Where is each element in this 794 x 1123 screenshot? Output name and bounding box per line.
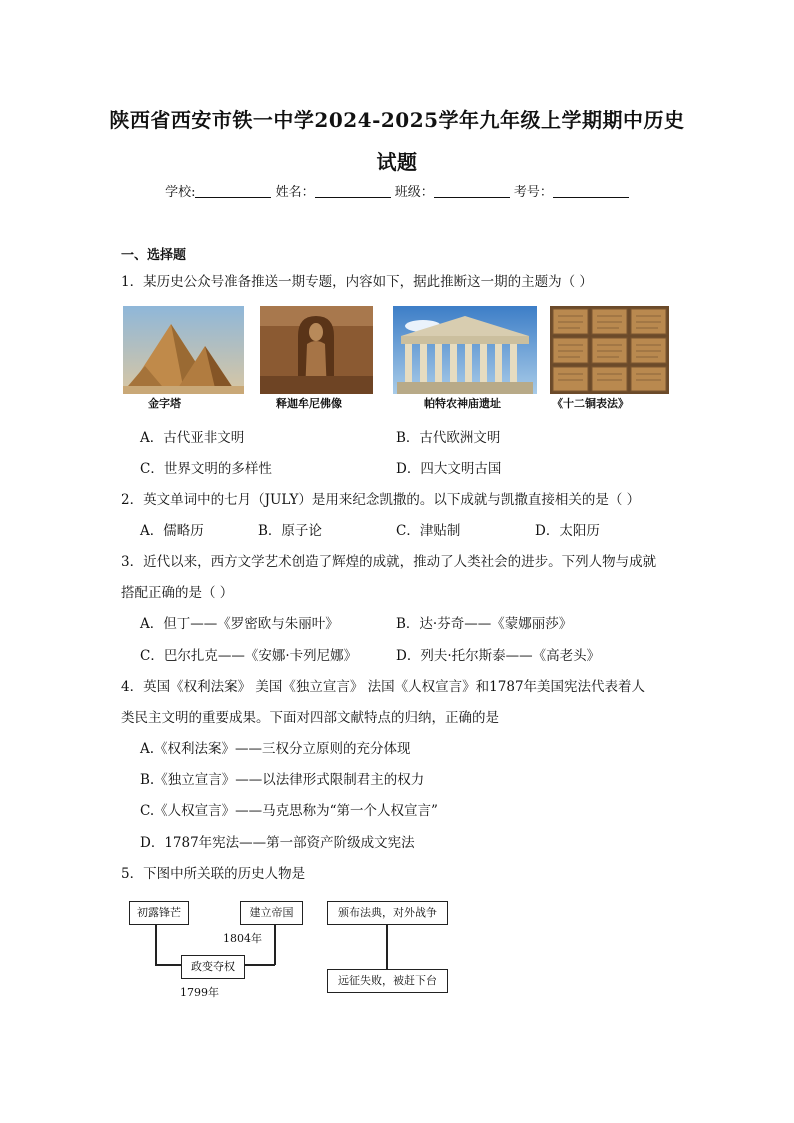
- connector-right-vertical: [274, 925, 276, 965]
- q1-option-a: A．古代亚非文明: [140, 430, 245, 446]
- q3-option-a: A．但丁——《罗密欧与朱丽叶》: [140, 616, 339, 632]
- q1-option-d: D．四大文明古国: [396, 461, 502, 477]
- name-blank: [315, 183, 391, 198]
- box-code-and-war: 颁布法典，对外战争: [327, 901, 448, 925]
- caption-parthenon: 帕特农神庙遗址: [424, 397, 501, 410]
- name-label: 姓名：: [275, 185, 315, 200]
- q2-option-a: A．儒略历: [140, 523, 204, 539]
- q5-stem: 5．下图中所关联的历史人物是: [121, 866, 306, 882]
- q3-stem-line1: 3．近代以来，西方文学艺术创造了辉煌的成就，推动了人类社会的进步。下列人物与成就: [121, 554, 657, 570]
- q3-stem-line2: 搭配正确的是（ ）: [121, 585, 234, 601]
- q3-option-d: D．列夫·托尔斯泰——《高老头》: [396, 648, 601, 664]
- school-label: 学校:: [165, 185, 196, 200]
- parthenon-image: [393, 306, 537, 394]
- q1-option-c: C．世界文明的多样性: [140, 461, 272, 477]
- year-label-1799: 1799年: [180, 986, 219, 999]
- connector-left-vertical: [155, 925, 157, 965]
- q2-option-d: D．太阳历: [535, 523, 600, 539]
- page-title-line2: 试题: [376, 150, 418, 174]
- q4-option-c: C.《人权宣言》——马克思称为“第一个人权宣言”: [140, 803, 438, 819]
- q4-option-d: D．1787年宪法——第一部资产阶级成文宪法: [140, 835, 415, 851]
- buddha-statue-image: [260, 306, 373, 394]
- section-heading: 一、选择题: [121, 248, 187, 263]
- connector-left-horizontal: [155, 964, 182, 966]
- q4-stem-line2: 类民主文明的重要成果。下面对四部文献特点的归纳，正确的是: [121, 710, 499, 726]
- q3-option-c: C．巴尔扎克——《安娜·卡列尼娜》: [140, 648, 358, 664]
- q1-option-b: B．古代欧洲文明: [396, 430, 501, 446]
- q3-option-b: B．达·芬奇——《蒙娜丽莎》: [396, 616, 573, 632]
- student-info-line: [0, 181, 794, 200]
- q2-stem: 2．英文单词中的七月（JULY）是用来纪念凯撒的。以下成就与凯撒直接相关的是（ ）: [121, 492, 641, 508]
- pyramid-image: [123, 306, 244, 394]
- class-blank: [434, 183, 510, 198]
- exam-no-blank: [553, 183, 629, 198]
- year-label-1804: 1804年: [223, 932, 262, 945]
- caption-pyramid: 金字塔: [148, 397, 181, 410]
- q2-option-c: C．津贴制: [396, 523, 461, 539]
- q4-option-b: B.《独立宣言》——以法律形式限制君主的权力: [140, 772, 425, 788]
- caption-buddha: 释迦牟尼佛像: [276, 397, 342, 410]
- box-first-rise: 初露锋芒: [129, 901, 189, 925]
- page-title: 陕西省西安市铁一中学2024-2025学年九年级上学期期中历史: [109, 108, 685, 132]
- box-coup: 政变夺权: [181, 955, 245, 979]
- q4-option-a: A.《权利法案》——三权分立原则的充分体现: [140, 741, 411, 757]
- school-blank: [195, 183, 271, 198]
- twelve-tables-image: [550, 306, 669, 394]
- connector-right-horizontal: [243, 964, 275, 966]
- box-defeat: 远征失败，被赶下台: [327, 969, 448, 993]
- q2-option-b: B．原子论: [258, 523, 322, 539]
- connector-center-vertical: [386, 925, 388, 969]
- caption-twelve-tables: 《十二铜表法》: [552, 397, 629, 410]
- class-label: 班级：: [394, 185, 434, 200]
- q1-stem: 1．某历史公众号准备推送一期专题，内容如下，据此推断这一期的主题为（ ）: [121, 274, 593, 290]
- box-build-empire: 建立帝国: [240, 901, 303, 925]
- q4-stem-line1: 4．英国《权利法案》 美国《独立宣言》 法国《人权宣言》和1787年美国宪法代表着人: [121, 679, 646, 695]
- exam-no-label: 考号：: [513, 185, 553, 200]
